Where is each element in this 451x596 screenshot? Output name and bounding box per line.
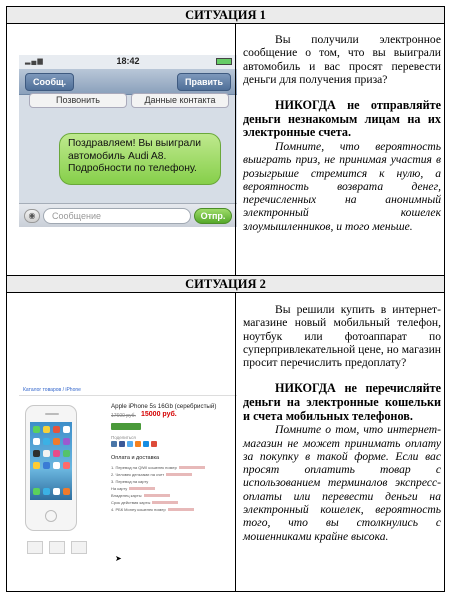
old-price: 17600 руб. [111, 413, 136, 419]
payment-step: 4. РБК Money кошелек номер [111, 507, 231, 514]
memo-sheet [6, 6, 445, 592]
payment-step: 1. Перевод на QIWI кошелек номер [111, 465, 231, 472]
situation-2-intro: Вы решили купить в интернет-магазине новый мобильный телефон, ноутбук или фотоаппарат по суперпривлекательной цене, но магазин просит перечислить предоплату? [243, 303, 441, 370]
odnoklassniki-icon[interactable] [135, 441, 141, 447]
payment-step: Срок действия карты [111, 500, 231, 507]
situation-1-intro: Вы получили электронное сообщение о том, что вы выиграли автомобиль и вас просят перевести деньги для получения приза? [243, 33, 441, 86]
phone-status-bar [19, 55, 237, 69]
google-plus-icon[interactable] [151, 441, 157, 447]
thumbnail[interactable] [49, 541, 65, 554]
payment-step: Владелец карты [111, 493, 231, 500]
situation-2-warning: НИКОГДА не перечисляйте деньги на электронные кошельки и счета мобильных телефонов. [243, 381, 441, 423]
twitter-icon[interactable] [127, 441, 133, 447]
mouse-cursor-icon: ➤ [115, 554, 122, 563]
column-divider [235, 24, 236, 275]
edit-button[interactable]: Править [177, 73, 231, 91]
situation-1-warning: НИКОГДА не отправляйте деньги незнакомым лицам на их электронные счета. [243, 98, 441, 140]
payment-step: 3. Перевод на карту [111, 479, 149, 484]
situation-2-advice: Помните о том, что интернет-магазин не может принимать оплату за покупку в такой форме. Если вас просят оплатить товар с использованием терминалов экспресс-оплаты или перевести деньги на электронный кошелек, вероятность того, что вы столкнулись с мошенниками крайне высока. [243, 423, 441, 543]
mail-icon[interactable] [143, 441, 149, 447]
situation-1-heading: СИТУАЦИЯ 1 [7, 7, 444, 24]
send-button[interactable]: Отпр. [194, 208, 232, 224]
situation-1-text [243, 33, 441, 233]
product-price: 15000 руб. [141, 411, 177, 418]
iphone-front-image [25, 405, 77, 531]
sms-message-bubble: Поздравляем! Вы выиграли автомобиль Audi A8. Подробности по телефону. [59, 133, 221, 185]
column-divider [235, 293, 236, 592]
situation-2-text [243, 303, 441, 543]
breadcrumb[interactable]: Каталог товаров / iPhone [23, 387, 81, 393]
home-button-icon [45, 510, 57, 522]
situation-1-advice: Помните, что вероятность выиграть приз, не принимая участия в розыгрыше стремится к нулю, а вероятность возврата денег, перечисленных на анонимный электронный кошелек злоумышленников, и того меньше. [243, 139, 441, 233]
vk-icon[interactable] [111, 441, 117, 447]
phone-nav-bar [19, 69, 237, 95]
shop-screenshot [19, 383, 237, 563]
thumbnail[interactable] [71, 541, 87, 554]
payment-step: 2. Человек деньгами на счет [111, 472, 231, 479]
product-title[interactable]: Apple iPhone 5s 16Gb (серебристый) [111, 403, 217, 410]
battery-icon [216, 58, 232, 65]
message-input-bar [19, 203, 237, 227]
facebook-icon[interactable] [119, 441, 125, 447]
sms-screenshot [19, 55, 237, 227]
divider [19, 395, 237, 396]
phone-time: 18:42 [116, 56, 140, 66]
messages-back-button[interactable]: Сообщ. [25, 73, 74, 91]
payment-heading: Оплата и доставка [111, 455, 160, 461]
contact-actions [19, 95, 237, 109]
contact-info-button[interactable]: Данные контакта [131, 93, 229, 108]
camera-icon[interactable]: ◉ [24, 209, 40, 223]
call-button[interactable]: Позвонить [29, 93, 127, 108]
buy-button[interactable] [111, 423, 141, 430]
app-grid [30, 422, 72, 500]
situation-2-heading: СИТУАЦИЯ 2 [7, 276, 444, 293]
message-input[interactable]: Сообщение [43, 208, 191, 224]
payment-step: На карту [111, 486, 231, 493]
payment-steps [111, 465, 231, 514]
thumbnail[interactable] [27, 541, 43, 554]
signal-icon: ▂▄▆ [25, 58, 44, 65]
share-label: Поделиться [111, 435, 136, 440]
